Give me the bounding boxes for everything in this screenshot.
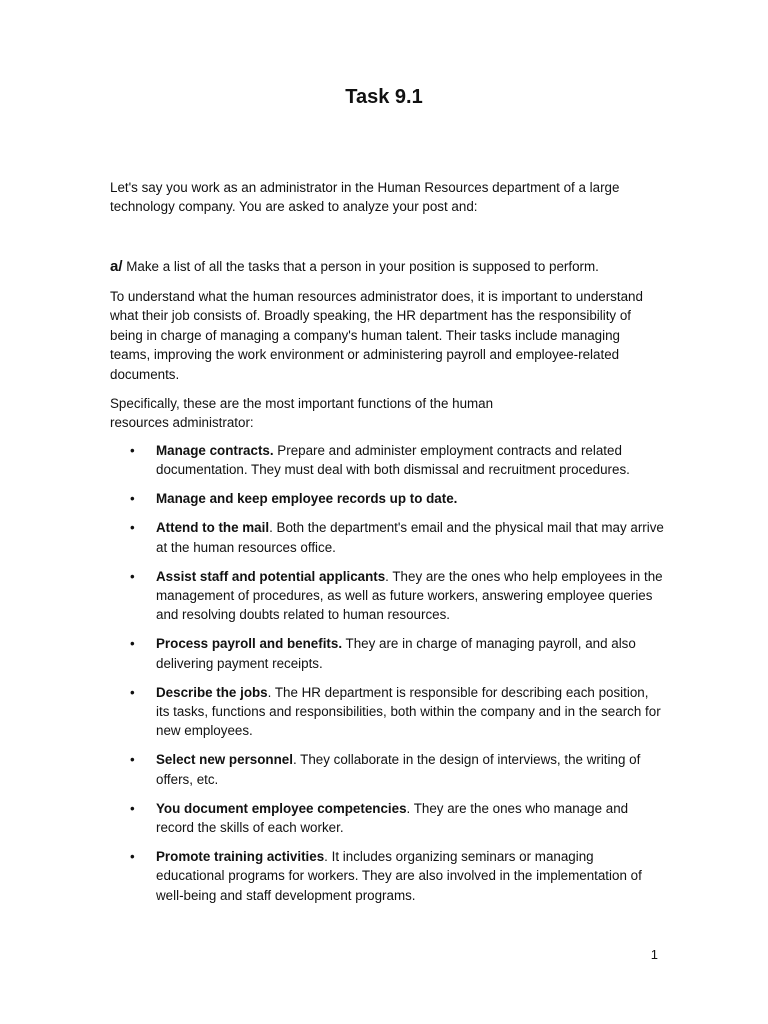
bullet-icon: • <box>130 848 135 864</box>
bullet-icon: • <box>130 443 135 458</box>
list-item-text: . It includes organizing seminars or managing educational programs for workers. They are also involved in the implementation of well-being and staff development programs. <box>156 848 642 903</box>
list-item-text: . They collaborate in the design of interviews, the writing of offers, etc. <box>156 752 641 787</box>
question-a-text: Make a list of all the tasks that a person in your position is supposed to perform. <box>122 259 599 274</box>
bullet-icon: • <box>130 491 135 507</box>
question-a <box>110 257 660 276</box>
list-item <box>110 567 665 625</box>
bullet-icon: • <box>130 800 135 816</box>
list-item <box>110 847 665 905</box>
list-item-text: . Both the department's email and the physical mail that may arrive at the human resources office. <box>156 520 664 555</box>
list-item <box>110 518 665 557</box>
bullet-icon: • <box>130 636 135 652</box>
list-item <box>110 683 665 741</box>
page-title: Task 9.1 <box>345 86 423 108</box>
list-item-bold: You document employee competencies <box>156 800 407 816</box>
list-item-bold: Manage and keep employee records up to date. <box>156 491 458 507</box>
list-item-text: . The HR department is responsible for describing each position, its tasks, functions and responsibilities, both within the company and in the search for new employees. <box>156 684 661 739</box>
page-number: 1 <box>650 947 658 962</box>
list-item-bold: Select new personnel <box>156 752 293 768</box>
list-item <box>110 799 665 838</box>
list-item-bold: Promote training activities <box>156 848 325 864</box>
list-item-text: . They are the ones who help employees in the management of procedures, as well as future workers, answering employee queries and resolving doubts related to human resources. <box>156 568 663 623</box>
list-item <box>110 750 665 789</box>
bullet-icon: • <box>130 520 135 536</box>
bullet-icon: • <box>130 568 135 584</box>
list-item <box>110 441 665 480</box>
bullet-icon: • <box>130 684 135 700</box>
list-item-bold: Describe the jobs <box>156 684 268 700</box>
list-item-bold: Process payroll and benefits. <box>156 636 343 652</box>
specific-paragraph: Specifically, these are the most important functions of the human resources administrator: <box>110 396 494 431</box>
intro-paragraph: Let's say you work as an administrator in the Human Resources department of a large technology company. You are asked to analyze your post and: <box>110 180 620 215</box>
functions-list <box>110 441 665 915</box>
list-item <box>110 489 665 508</box>
bullet-icon: • <box>130 752 135 768</box>
list-item-text: They are in charge of managing payroll, and also delivering payment receipts. <box>156 636 636 671</box>
list-item-bold: Assist staff and potential applicants <box>156 568 386 584</box>
list-item-text: . They are the ones who manage and record the skills of each worker. <box>156 800 629 835</box>
understand-paragraph: To understand what the human resources administrator does, it is important to understand what their job consists of. Broadly speaking, the HR department has the responsibility of being in charge of managing a company's human talent. Their tasks include managing teams, improving the work environment or administering payroll and employee-related documents. <box>110 289 643 382</box>
list-item <box>110 634 665 673</box>
list-item-text: Prepare and administer employment contracts and related documentation. They must deal with both dismissal and recruitment procedures. <box>156 443 630 478</box>
question-a-label: a/ <box>110 258 123 275</box>
list-item-bold: Manage contracts. <box>156 443 274 458</box>
list-item-bold: Attend to the mail <box>156 520 270 536</box>
